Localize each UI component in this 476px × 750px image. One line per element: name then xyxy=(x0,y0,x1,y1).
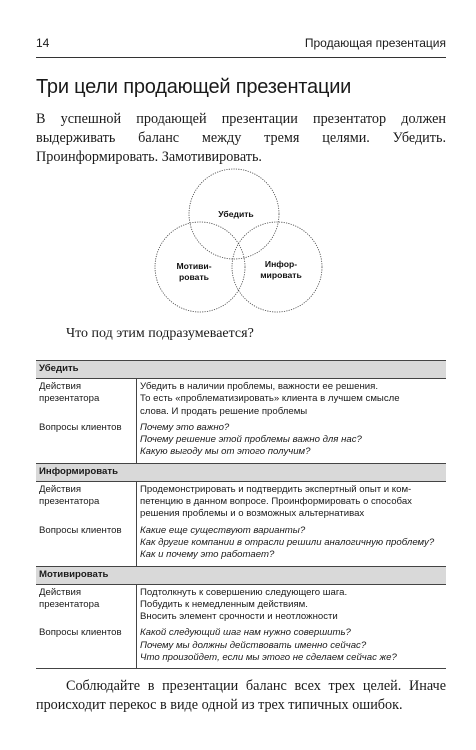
question-line: Почему решение этой проблемы важно для нас? xyxy=(140,434,362,446)
question-line: Как другие компании в отрасли решили аналогичную проблему? xyxy=(140,536,435,548)
label-inform-line2: мировать xyxy=(260,270,302,280)
table-row xyxy=(36,481,446,522)
row-content xyxy=(137,625,447,668)
content-line: Подтолкнуть к совершению следующего шага. xyxy=(140,586,348,598)
content-line: Побудить к немедленным действиям. xyxy=(140,598,308,610)
question-line: Какую выгоду мы от этого получим? xyxy=(140,446,311,458)
header-rule xyxy=(36,57,446,58)
content-line: петенцию в данном вопросе. Проинформировать о способах xyxy=(140,496,412,508)
label-line: Действия xyxy=(39,483,82,495)
label-convince: Убедить xyxy=(218,209,254,219)
question-line: Какие еще существуют варианты? xyxy=(140,524,306,536)
row-content xyxy=(137,481,447,522)
row-label xyxy=(36,584,137,625)
question-line: Что произойдет, если мы этого не сделаем сейчас же? xyxy=(140,652,397,664)
question-line: Почему мы должны действовать именно сейчас? xyxy=(140,639,367,651)
question-line: Что под этим подразумевается? xyxy=(66,326,254,341)
row-label xyxy=(36,379,137,420)
section-title: Убедить xyxy=(36,361,446,379)
question-line: Как и почему это работает? xyxy=(140,549,275,561)
label-line: презентатора xyxy=(39,393,100,405)
row-content xyxy=(137,420,447,463)
table-row xyxy=(36,625,446,668)
label-motivate-line2: ровать xyxy=(179,272,209,282)
row-content xyxy=(137,584,447,625)
content-line: То есть «проблематизировать» клиента в лучшем смысле xyxy=(140,393,400,405)
content-line: Продемонстрировать и подтвердить экспертный опыт и ком- xyxy=(140,483,412,495)
section-row-convince xyxy=(36,361,446,379)
section-row-inform xyxy=(36,463,446,481)
content-line: Убедить в наличии проблемы, важности ее решения. xyxy=(140,381,378,392)
section-row-motivate xyxy=(36,566,446,584)
running-header xyxy=(36,36,446,54)
intro-paragraph: В успешной продающей презентации презентатор должен выдерживать баланс между тремя целями. Убедить. Проинформировать. Замотивировать. xyxy=(36,111,446,165)
row-label: Вопросы клиентов xyxy=(36,625,137,668)
row-label: Вопросы клиентов xyxy=(36,420,137,463)
label-inform-line1: Инфор- xyxy=(264,259,298,269)
row-label xyxy=(36,481,137,522)
venn-diagram xyxy=(150,168,325,318)
label-line: презентатора xyxy=(39,598,100,610)
label-line: Действия xyxy=(39,381,82,392)
closing-paragraph: Соблюдайте в презентации баланс всех трех целей. Иначе происходит перекос в виде одной из трех типичных ошибок. xyxy=(36,678,446,713)
content-line: слова. И продать решение проблемы xyxy=(140,405,308,417)
label-line: Действия xyxy=(39,586,82,598)
page-number: 14 xyxy=(36,36,50,50)
content-line: Вносить элемент срочности и неотложности xyxy=(140,611,338,623)
label-line: презентатора xyxy=(39,496,100,508)
running-title: Продающая презентация xyxy=(304,36,446,50)
question-line: Какой следующий шаг нам нужно совершить? xyxy=(140,627,351,639)
section-title: Информировать xyxy=(36,463,446,481)
table-row xyxy=(36,379,446,420)
question-line: Почему это важно? xyxy=(140,421,230,433)
three-goals-diagram xyxy=(150,168,325,318)
row-label: Вопросы клиентов xyxy=(36,523,137,566)
content-line: решения проблемы и о возможных альтернативах xyxy=(140,508,365,520)
table-row xyxy=(36,523,446,566)
goals-table xyxy=(36,360,446,669)
row-content xyxy=(137,379,447,420)
section-heading: Три цели продающей презентации xyxy=(36,76,352,98)
label-motivate-line1: Мотиви- xyxy=(176,261,212,271)
section-title: Мотивировать xyxy=(36,566,446,584)
table-row xyxy=(36,584,446,625)
row-content xyxy=(137,523,447,566)
table-row xyxy=(36,420,446,463)
